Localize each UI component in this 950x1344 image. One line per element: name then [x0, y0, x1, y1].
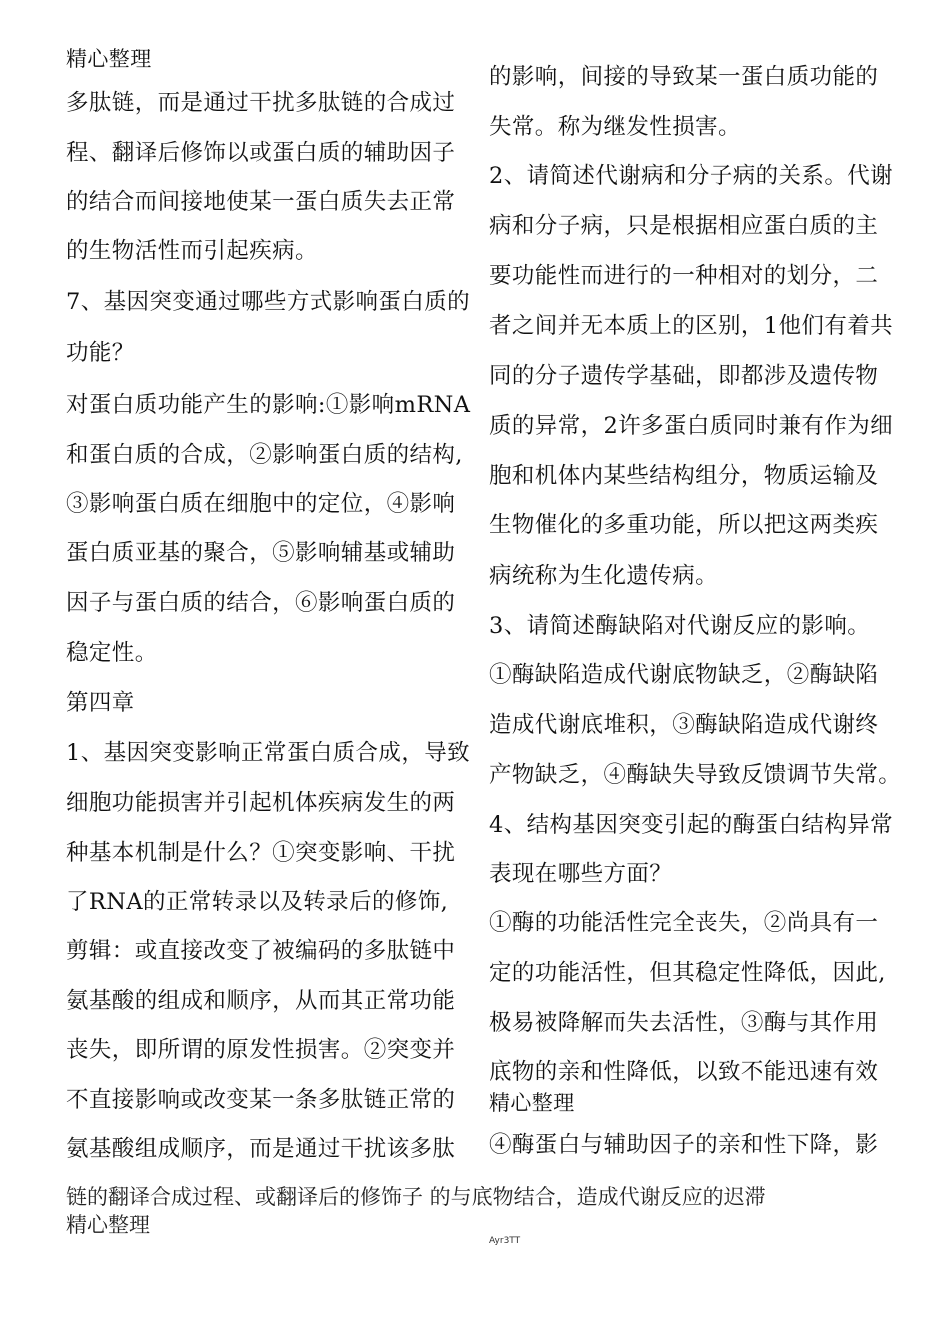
text-line: 的影响，间接的导致某一蛋白质功能的	[489, 64, 879, 90]
text-line: 病统称为生化遗传病。	[489, 563, 719, 589]
text-line: 了RNA的正常转录以及转录后的修饰,	[66, 889, 449, 915]
text-line: 稳定性。	[66, 640, 158, 666]
text-line: 丧失，即所谓的原发性损害。②突变并	[66, 1037, 456, 1063]
text-line: 剪辑：或直接改变了被编码的多肽链中	[66, 938, 456, 964]
text-line: 氨基酸的组成和顺序，从而其正常功能	[66, 988, 456, 1014]
text-line: 的生物活性而引起疾病。	[66, 238, 318, 264]
text-line: 种基本机制是什么？①突变影响、干扰	[66, 840, 456, 866]
text-line: 底物的亲和性降低，以致不能迅速有效	[489, 1059, 879, 1085]
page-header: 精心整理	[489, 1091, 575, 1115]
text-line: 极易被降解而失去活性，③酶与其作用	[489, 1010, 879, 1036]
text-line: 产物缺乏，④酶缺失导致反馈调节失常。	[489, 762, 902, 788]
text-line: 胞和机体内某些结构组分，物质运输及	[489, 463, 879, 489]
question-heading: 7、基因突变通过哪些方式影响蛋白质的	[66, 289, 471, 315]
overlapping-text-line: 链的翻译合成过程、或翻译后的修饰子 的与底物结合，造成代谢反应的迟滞	[66, 1185, 766, 1209]
text-line: ①酶的功能活性完全丧失，②尚具有一	[489, 910, 879, 936]
text-line: 质的异常，2许多蛋白质同时兼有作为细	[489, 413, 894, 439]
text-line: 蛋白质亚基的聚合，⑤影响辅基或辅助	[66, 540, 456, 566]
text-line: 者之间并无本质上的区别，1他们有着共	[489, 313, 894, 339]
text-line: 失常。称为继发性损害。	[489, 114, 741, 140]
text-line: ④酶蛋白与辅助因子的亲和性下降，影	[489, 1132, 879, 1158]
text-line: 程、翻译后修饰以或蛋白质的辅助因子	[66, 140, 456, 166]
text-line: 的结合而间接地使某一蛋白质失去正常	[66, 189, 456, 215]
text-line: 细胞功能损害并引起机体疾病发生的两	[66, 790, 456, 816]
text-line: 定的功能活性，但其稳定性降低，因此,	[489, 960, 886, 986]
page-header: 精心整理	[66, 1213, 150, 1237]
chapter-heading: 第四章	[66, 690, 135, 716]
text-line: ①酶缺陷造成代谢底物缺乏，②酶缺陷	[489, 662, 879, 688]
question-heading: 4、结构基因突变引起的酶蛋白结构异常	[489, 812, 894, 838]
text-line: 和蛋白质的合成，②影响蛋白质的结构,	[66, 442, 463, 468]
text-line: 造成代谢底堆积，③酶缺陷造成代谢终	[489, 712, 879, 738]
page-header: 精心整理	[66, 47, 152, 71]
text-line: 同的分子遗传学基础，即都涉及遗传物	[489, 363, 879, 389]
question-heading: 功能？	[66, 340, 135, 366]
text-line: 生物催化的多重功能，所以把这两类疾	[489, 512, 879, 538]
text-line: 不直接影响或改变某一条多肽链正常的	[66, 1087, 456, 1113]
text-line: 病和分子病，只是根据相应蛋白质的主	[489, 213, 879, 239]
text-line: 要功能性而进行的一种相对的划分，二	[489, 263, 879, 289]
question-heading: 2、请简述代谢病和分子病的关系。代谢	[489, 163, 894, 189]
text-line: 氨基酸组成顺序，而是通过干扰该多肽	[66, 1136, 456, 1162]
text-line: 对蛋白质功能产生的影响:①影响mRNA	[66, 392, 471, 418]
footer-code: Ayr3TT	[489, 1236, 521, 1246]
text-line: 因子与蛋白质的结合，⑥影响蛋白质的	[66, 590, 456, 616]
text-line: ③影响蛋白质在细胞中的定位，④影响	[66, 491, 456, 517]
question-heading: 表现在哪些方面？	[489, 861, 673, 887]
text-line: 多肽链，而是通过干扰多肽链的合成过	[66, 90, 456, 116]
question-heading: 1、基因突变影响正常蛋白质合成，导致	[66, 740, 471, 766]
question-heading: 3、请简述酶缺陷对代谢反应的影响。	[489, 613, 871, 639]
